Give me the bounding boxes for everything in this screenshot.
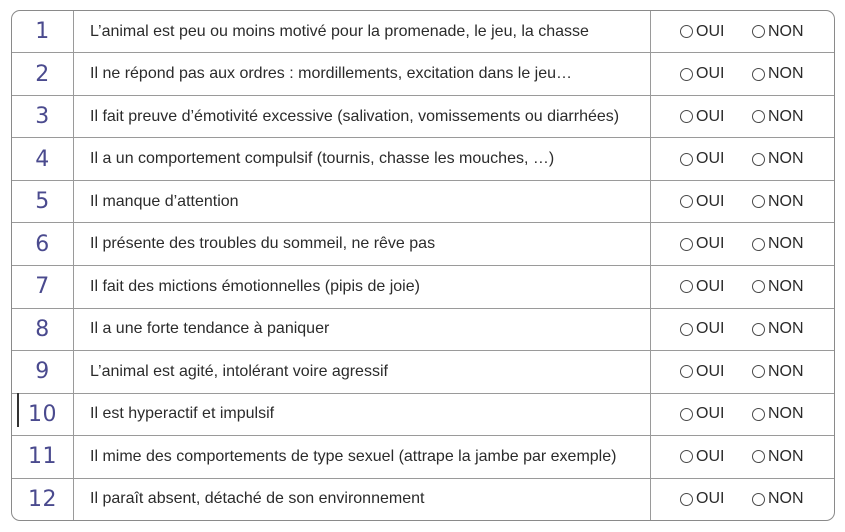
question-text: Il mime des comportements de type sexuel (attrape la jambe par exemple) <box>74 436 651 479</box>
question-row-1 <box>12 11 834 53</box>
question-number: 2 <box>12 53 74 96</box>
answer-cell <box>651 95 835 138</box>
question-number: 10 <box>12 393 74 436</box>
no-radio[interactable] <box>752 408 765 421</box>
questionnaire-grid <box>12 11 834 520</box>
yes-label: OUI <box>696 107 725 125</box>
no-option[interactable] <box>752 65 804 83</box>
questionnaire-table <box>11 10 835 521</box>
no-option[interactable] <box>752 490 804 508</box>
yes-option[interactable] <box>680 363 724 381</box>
question-number: 12 <box>12 478 74 520</box>
yes-option[interactable] <box>680 193 724 211</box>
no-label: NON <box>768 447 804 465</box>
yes-label: OUI <box>696 22 725 40</box>
answer-cell <box>651 351 835 394</box>
yes-option[interactable] <box>680 108 724 126</box>
question-number: 4 <box>12 138 74 181</box>
question-number: 6 <box>12 223 74 266</box>
no-label: NON <box>768 490 804 508</box>
question-text: L’animal est agité, intolérant voire agressif <box>74 351 651 394</box>
question-number: 7 <box>12 265 74 308</box>
yes-label: OUI <box>696 235 725 253</box>
question-text: L’animal est peu ou moins motivé pour la promenade, le jeu, la chasse <box>74 11 651 53</box>
text-cursor <box>17 393 19 427</box>
question-number: 8 <box>12 308 74 351</box>
yes-label: OUI <box>696 490 725 508</box>
no-radio[interactable] <box>752 323 765 336</box>
question-text: Il a une forte tendance à paniquer <box>74 308 651 351</box>
question-row-8 <box>12 308 834 351</box>
no-option[interactable] <box>752 150 804 168</box>
yes-option[interactable] <box>680 65 724 83</box>
answer-cell <box>651 180 835 223</box>
yes-radio[interactable] <box>680 450 693 463</box>
yes-label: OUI <box>696 65 725 82</box>
yes-label: OUI <box>696 447 725 465</box>
no-option[interactable] <box>752 363 804 381</box>
question-row-4 <box>12 138 834 181</box>
yes-radio[interactable] <box>680 110 693 123</box>
question-row-5 <box>12 180 834 223</box>
no-radio[interactable] <box>752 493 765 506</box>
no-radio[interactable] <box>752 110 765 123</box>
yes-radio[interactable] <box>680 195 693 208</box>
question-number: 3 <box>12 95 74 138</box>
question-number: 5 <box>12 180 74 223</box>
question-row-2 <box>12 53 834 96</box>
no-option[interactable] <box>752 108 804 126</box>
question-text: Il présente des troubles du sommeil, ne rêve pas <box>74 223 651 266</box>
no-label: NON <box>768 22 804 40</box>
no-radio[interactable] <box>752 25 765 38</box>
yes-radio[interactable] <box>680 365 693 378</box>
question-number: 9 <box>12 351 74 394</box>
yes-radio[interactable] <box>680 408 693 421</box>
question-text: Il a un comportement compulsif (tournis, chasse les mouches, …) <box>74 138 651 181</box>
no-option[interactable] <box>752 405 804 423</box>
no-label: NON <box>768 362 804 380</box>
answer-cell <box>651 223 835 266</box>
yes-option[interactable] <box>680 235 724 253</box>
yes-radio[interactable] <box>680 238 693 251</box>
yes-radio[interactable] <box>680 25 693 38</box>
yes-option[interactable] <box>680 490 724 508</box>
yes-radio[interactable] <box>680 153 693 166</box>
no-option[interactable] <box>752 448 804 466</box>
yes-radio[interactable] <box>680 280 693 293</box>
no-radio[interactable] <box>752 68 765 81</box>
no-option[interactable] <box>752 278 804 296</box>
no-label: NON <box>768 65 804 82</box>
question-text: Il manque d’attention <box>74 180 651 223</box>
no-label: NON <box>768 192 804 210</box>
yes-label: OUI <box>696 405 725 423</box>
yes-label: OUI <box>696 362 725 380</box>
yes-option[interactable] <box>680 150 724 168</box>
no-label: NON <box>768 277 804 295</box>
no-label: NON <box>768 320 804 338</box>
answer-cell <box>651 138 835 181</box>
yes-label: OUI <box>696 192 725 210</box>
answer-cell <box>651 265 835 308</box>
answer-cell <box>651 53 835 96</box>
answer-cell <box>651 11 835 53</box>
yes-radio[interactable] <box>680 68 693 81</box>
yes-radio[interactable] <box>680 493 693 506</box>
question-row-10 <box>12 393 834 436</box>
no-radio[interactable] <box>752 280 765 293</box>
no-radio[interactable] <box>752 153 765 166</box>
question-text: Il paraît absent, détaché de son environnement <box>74 478 651 520</box>
question-row-9 <box>12 351 834 394</box>
no-label: NON <box>768 107 804 125</box>
no-option[interactable] <box>752 193 804 211</box>
yes-option[interactable] <box>680 320 724 338</box>
question-row-11 <box>12 436 834 479</box>
no-radio[interactable] <box>752 365 765 378</box>
no-radio[interactable] <box>752 238 765 251</box>
answer-cell <box>651 436 835 479</box>
no-option[interactable] <box>752 23 804 41</box>
no-option[interactable] <box>752 320 804 338</box>
yes-radio[interactable] <box>680 323 693 336</box>
question-text: Il est hyperactif et impulsif <box>74 393 651 436</box>
no-label: NON <box>768 405 804 423</box>
yes-option[interactable] <box>680 23 724 41</box>
no-label: NON <box>768 150 804 168</box>
yes-label: OUI <box>696 320 725 338</box>
yes-label: OUI <box>696 150 725 168</box>
question-text: Il ne répond pas aux ordres : mordillements, excitation dans le jeu… <box>74 53 651 96</box>
question-text: Il fait des mictions émotionnelles (pipis de joie) <box>74 265 651 308</box>
no-radio[interactable] <box>752 195 765 208</box>
question-row-3 <box>12 95 834 138</box>
question-row-7 <box>12 265 834 308</box>
yes-option[interactable] <box>680 278 724 296</box>
no-label: NON <box>768 235 804 253</box>
yes-label: OUI <box>696 277 725 295</box>
question-text: Il fait preuve d’émotivité excessive (salivation, vomissements ou diarrhées) <box>74 95 651 138</box>
question-number: 11 <box>12 436 74 479</box>
no-option[interactable] <box>752 235 804 253</box>
answer-cell <box>651 308 835 351</box>
answer-cell <box>651 478 835 520</box>
yes-option[interactable] <box>680 405 724 423</box>
no-radio[interactable] <box>752 450 765 463</box>
yes-option[interactable] <box>680 448 724 466</box>
question-row-12 <box>12 478 834 520</box>
answer-cell <box>651 393 835 436</box>
question-number: 1 <box>12 11 74 53</box>
question-row-6 <box>12 223 834 266</box>
